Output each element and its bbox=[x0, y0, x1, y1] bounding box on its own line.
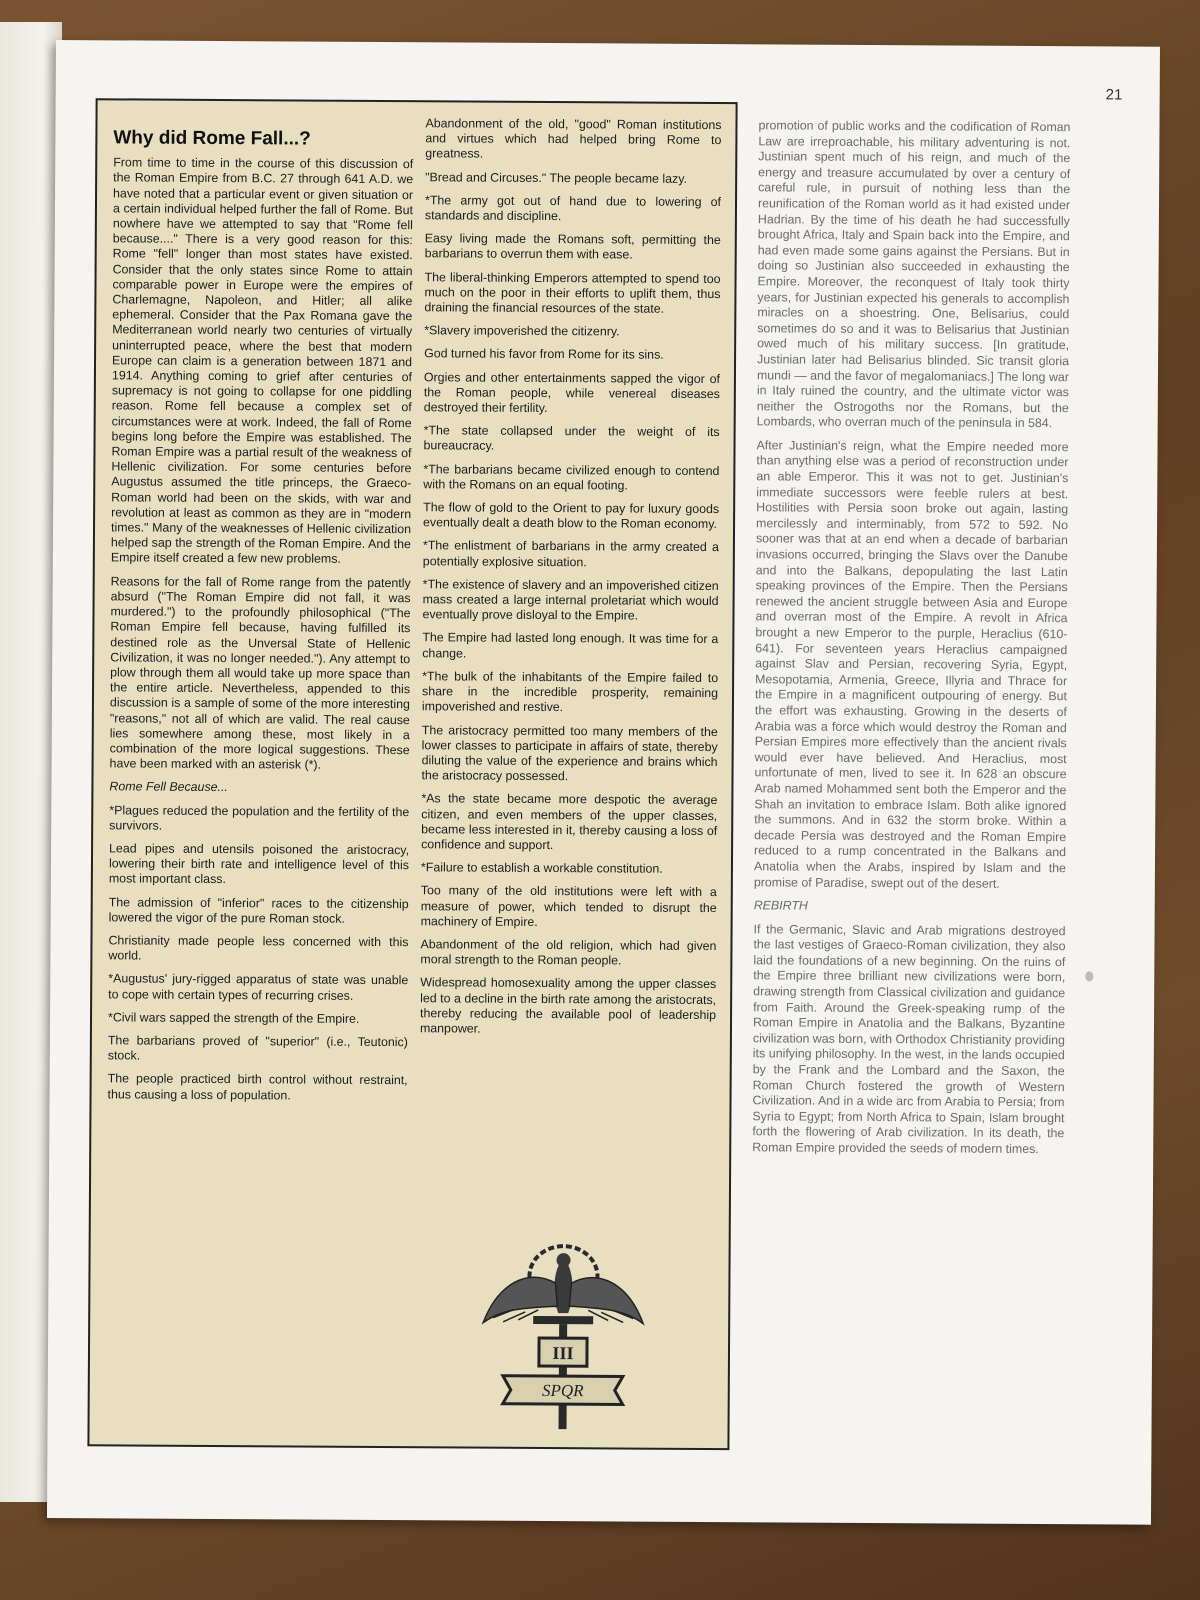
roman-eagle-standard bbox=[473, 1238, 654, 1434]
list-item: *Augustus' jury-rigged apparatus of state was unable to cope with certain types of recurring crises. bbox=[108, 971, 409, 1003]
list-item: The aristocracy permitted too many members of the lower classes to participate in affairs of state, thereby diluting the value of the experience and brains which the aristocracy possessed. bbox=[421, 722, 718, 784]
list-item: *The existence of slavery and an impoverished citizen mass created a large internal proletariat which would eventually prove disloyal to the Empire. bbox=[422, 577, 719, 623]
list-item: *The bulk of the inhabitants of the Empire failed to share in the incredible prosperity, remaining impoverished and restive. bbox=[421, 669, 719, 715]
magazine-page bbox=[47, 40, 1160, 1525]
list-item: Widespread homosexuality among the upper classes led to a decline in the birth rate among the aristocrats, thereby reducing the available pool of leadership manpower. bbox=[419, 975, 717, 1036]
paragraph: promotion of public works and the codification of Roman Law are irreproachable, his military adventuring is not. Justinian spent much of his reign, and much of the energy and treasure accumulated by over a century of careful rule, in pursuit of nothing less than the reunification of the Roman world as it had existed under Hadrian. By the time of his death he had successfully brought Africa, Italy and Spain back into the Empire, and had even made some gains against the Persians. But in doing so Justinian also succeeded in exhausting the Empire. Moreover, the reconquest of Italy took thirty years, for Justinian expected his generals to accomplish miracles on a shoestring. One, Belisarius, could sometimes do so and it was to Belisarius that Justinian owed much of his military success. [In gratitude, Justinian later had Belisarius blinded. Sic transit gloria mundi — and the favor of megalomaniacs.] The long war in Italy ruined the country, and the ultimate victor was neither the Ostrogoths nor the Romans, but the Lombards, who overran much of the peninsula in 584. bbox=[756, 118, 1071, 431]
list-item: *The barbarians became civilized enough to contend with the Romans on an equal footing. bbox=[423, 461, 720, 493]
standard-numeral: III bbox=[552, 1343, 574, 1364]
list-item: *The enlistment of barbarians in the army created a potentially explosive situation. bbox=[422, 538, 719, 569]
list-item: *Slavery impoverished the citizenry. bbox=[424, 323, 620, 339]
list-item: Christianity made people less concerned with this world. bbox=[108, 933, 409, 963]
list-item: Lead pipes and utensils poisoned the aristocracy, lowering their birth rate and intelligence level of this most important class. bbox=[108, 841, 410, 887]
list-item: Abandonment of the old religion, which had given moral strength to the Roman people. bbox=[420, 937, 717, 968]
list-item: Easy living made the Romans soft, permitting the barbarians to overrun them with ease. bbox=[424, 231, 721, 262]
list-item: *Plagues reduced the population and the fertility of the survivors. bbox=[109, 802, 410, 833]
list-item: God turned his favor from Rome for its sins. bbox=[424, 346, 664, 363]
sidebar-column-1 bbox=[107, 127, 414, 1112]
list-heading: Rome Fell Because... bbox=[109, 779, 228, 795]
list-item: Orgies and other entertainments sapped the vigor of the Roman people, while venereal diseases destroyed their fertility. bbox=[423, 369, 720, 416]
list-item: The people practiced birth control without restraint, thus causing a loss of population. bbox=[107, 1071, 408, 1103]
list-item: The admission of "inferior" races to the citizenship lowered the vigor of the pure Roman stock. bbox=[108, 894, 409, 926]
list-item: *Failure to establish a workable constitution. bbox=[420, 860, 663, 876]
sidebar-title: Why did Rome Fall...? bbox=[113, 127, 311, 150]
eagle-standard-icon bbox=[473, 1238, 654, 1434]
paragraph: Reasons for the fall of Rome range from the patently absurd ("The Roman Empire did not fall, it was murdered.") to the profoundly philosophical ("The Roman Empire fell because, having fulfilled its destined role as the Unversal State of Hellenic Civilization, it was no longer needed."). Any attempt to plow through them all would take up more space than the entire article. Nevertheless, appended to this discussion is a sample of some of the more interesting "reasons," not all of which are valid. The real cause lies somewhere among these, most likely in a combination of the more logical suggestions. These have been marked with an asterisk (*). bbox=[109, 574, 411, 772]
paragraph: From time to time in the course of this discussion of the Roman Empire from B.C. 27 through 641 A.D. we have noted that a particular event or given situation or a certain individual helped further the fall of Rome. But nowhere have we attempted to say that "Rome fell because...." There is a very good reason for this: Rome "fell" longer than most states have existed. Consider that the only states since Rome to attain comparable power in Europe were the empires of Charlemagne, Napoleon, and Hitler; all alike ephemeral. Consider that the Pax Romana gave the Mediterranean world nearly two centuries of virtually uninterrupted peace, where the best that modern Europe can claim is a generation between 1871 and 1914. Anything coming to grief after centuries of supremacy is not going to collapse for one piddling reason. Rome fell because a complex set of circumstances were at work. Indeed, the fall of Rome begins long before the Empire was established. The Roman Empire was a partial result of the weakness of Hellenic civilization. For some centuries before Augustus assumed the title princeps, the Graeco-Roman world had been on the skids, with war and revolution at least as common as they are in "modern times." Many of the weaknesses of Hellenic civilization helped sap the strength of the Roman Empire. And the Empire itself created a few new problems. bbox=[110, 155, 414, 567]
list-item: Abandonment of the old, "good" Roman institutions and virtues which had helped bring Rome to greatness. bbox=[425, 116, 722, 162]
paragraph: If the Germanic, Slavic and Arab migrations destroyed the last vestiges of Graeco-Roman civilization, they also laid the foundations of a new beginning. On the ruins of the Empire three brilliant new civilizations were born, drawing strength from Classical civilization and guidance from Faith. Around the Greek-speaking rump of the Roman Empire in Anatolia and the Balkans, Byzantine civilization was born, with Orthodox Christianity providing its unifying philosophy. In the west, in the lands occupied by the Frank and the Lombard and the Saxon, the Roman Church fostered the growth of Western Civilization. And in a wide arc from Arabia to Persia; from Syria to Egypt; from North Africa to Spain, Islam brought forth the flowering of Arab civilization. In its death, the Roman Empire provided the seeds of modern times. bbox=[752, 921, 1066, 1157]
paragraph: After Justinian's reign, what the Empire needed more than anything else was a period of reconstruction under an able Emperor. This it was not to get. Justinian's immediate successors were feeble rulers at best. Hostilities with Persia soon broke out again, lasting mercilessly and interminably, from 572 to 592. No sooner was that at an end when a decade of barbarian invasions occurred, bringing the Slavs over the Danube and into the Balkans, depopulating the last Latin speaking provinces of the Empire. Then the Persians renewed the ancient struggle between Asia and Europe and overran most of the Empire. A revolt in Africa brought a new Emperor to the purple, Heraclius (610-641). For seventeen years Heraclius campaigned against Slav and Persian, recovering Syria, Egypt, Mesopotamia, Armenia, Greece, Illyria and Thrace for the Empire in a magnificent outpouring of energy. But the effort was exhausting. Growing in the deserts of Arabia was a force which would destroy the Roman and Persian Empires more effectively than the ancient rivals would ever have believed. And Heraclius, most unfortunate of men, lived to see it. In 628 an obscure Arab named Mohammed sent both the Emperor and the Shah an invitation to embrace Islam. Both alike ignored the summons. And in 632 the storm broke. Within a decade Persia was destroyed and the Roman Empire reduced to a rump concentrated in the Balkans and Anatolia when the Arabs, inspired by Islam and the promise of Paradise, swept out of the desert. bbox=[753, 438, 1069, 891]
list-item: The flow of gold to the Orient to pay for luxury goods eventually dealt a death blow to the Roman economy. bbox=[423, 500, 720, 532]
section-heading: REBIRTH bbox=[753, 898, 808, 913]
list-item: *Civil wars sapped the strength of the Empire. bbox=[107, 1010, 360, 1026]
standard-label: SPQR bbox=[541, 1380, 584, 1401]
list-item: The Empire had lasted long enough. It was time for a change. bbox=[422, 630, 719, 661]
page-number: 21 bbox=[1105, 86, 1123, 104]
list-item: The barbarians proved of "superior" (i.e., Teutonic) stock. bbox=[107, 1033, 408, 1063]
sidebar-column-2 bbox=[420, 116, 722, 1046]
list-item: "Bread and Circuses." The people became lazy. bbox=[425, 169, 688, 186]
list-item: Too many of the old institutions were left with a measure of power, which tended to disrupt the machinery of Empire. bbox=[420, 883, 717, 929]
list-item: *As the state became more despotic the average citizen, and even members of the upper classes, became less interested in it, thereby causing a loss of confidence and support. bbox=[421, 791, 718, 852]
list-item: *The state collapsed under the weight of its bureaucracy. bbox=[423, 423, 720, 454]
main-column bbox=[752, 118, 1070, 1165]
paper-spot bbox=[1085, 971, 1093, 981]
list-item: *The army got out of hand due to lowering of standards and discipline. bbox=[424, 193, 722, 224]
list-item: The liberal-thinking Emperors attempted to spend too much on the poor in their efforts to uplift them, thus draining the financial resources of the state. bbox=[424, 269, 721, 316]
